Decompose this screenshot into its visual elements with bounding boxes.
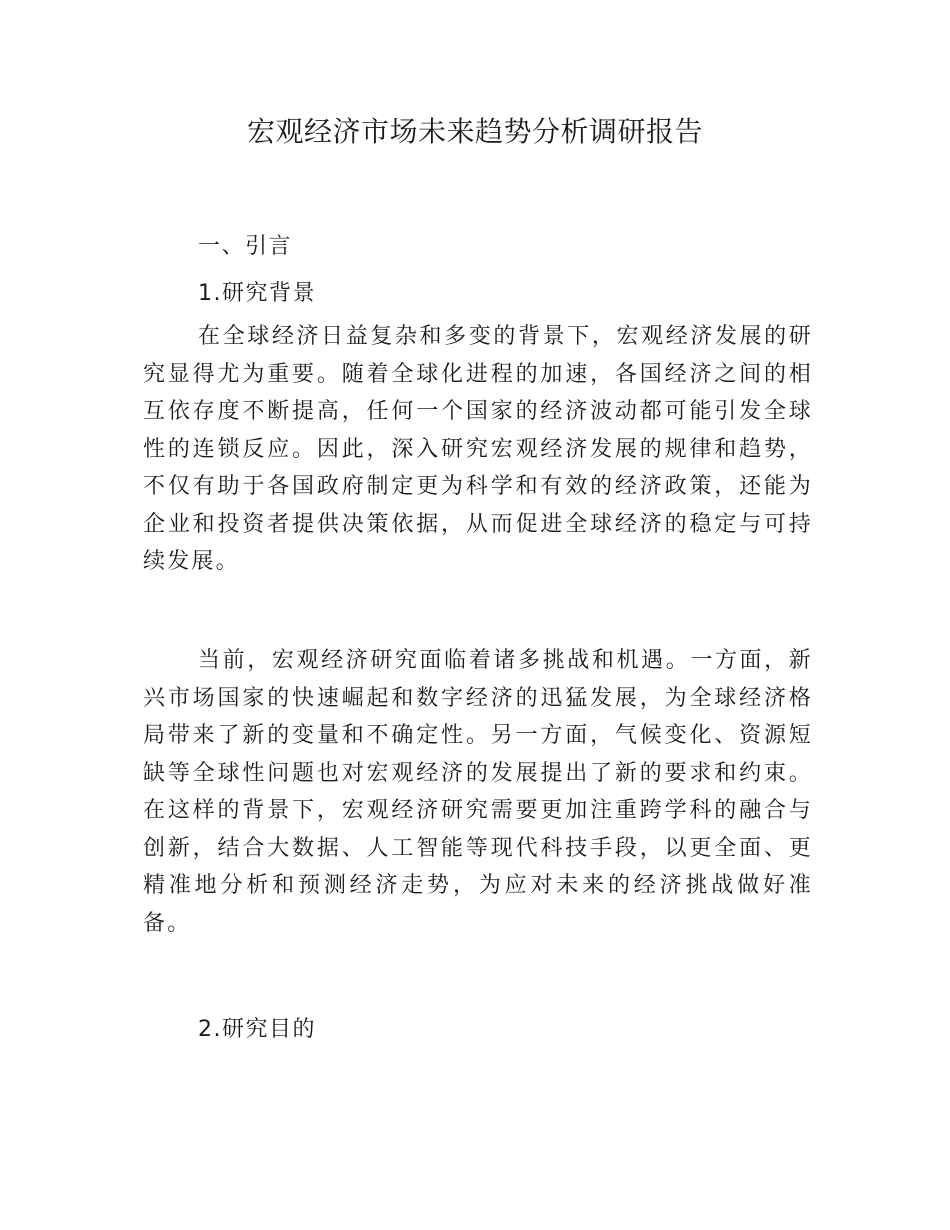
paragraph-background-1: 在全球经济日益复杂和多变的背景下，宏观经济发展的研究显得尤为重要。随着全球化进程的加速，各国经济之间的相互依存度不断提高，任何一个国家的经济波动都可能引发全球性的连锁反应。因此，深入研究宏观经济发展的规律和趋势，不仅有助于各国政府制定更为科学和有效的经济政策，还能为企业和投资者提供决策依据，从而促进全球经济的稳定与可持续发展。	[143, 324, 813, 574]
subsection-heading-research-purpose: 2.研究目的	[198, 1017, 316, 1042]
paragraph-background-2: 当前，宏观经济研究面临着诸多挑战和机遇。一方面，新兴市场国家的快速崛起和数字经济的迅猛发展，为全球经济格局带来了新的变量和不确定性。另一方面，气候变化、资源短缺等全球性问题也对宏观经济的发展提出了新的要求和约束。在这样的背景下，宏观经济研究需要更加注重跨学科的融合与创新，结合大数据、人工智能等现代科技手段，以更全面、更精准地分析和预测经济走势，为应对未来的经济挑战做好准备。	[143, 648, 813, 936]
subsection-heading-research-background: 1.研究背景	[198, 281, 316, 306]
document-title: 宏观经济市场未来趋势分析调研报告	[246, 115, 703, 148]
section-heading-introduction: 一、引言	[198, 234, 293, 259]
